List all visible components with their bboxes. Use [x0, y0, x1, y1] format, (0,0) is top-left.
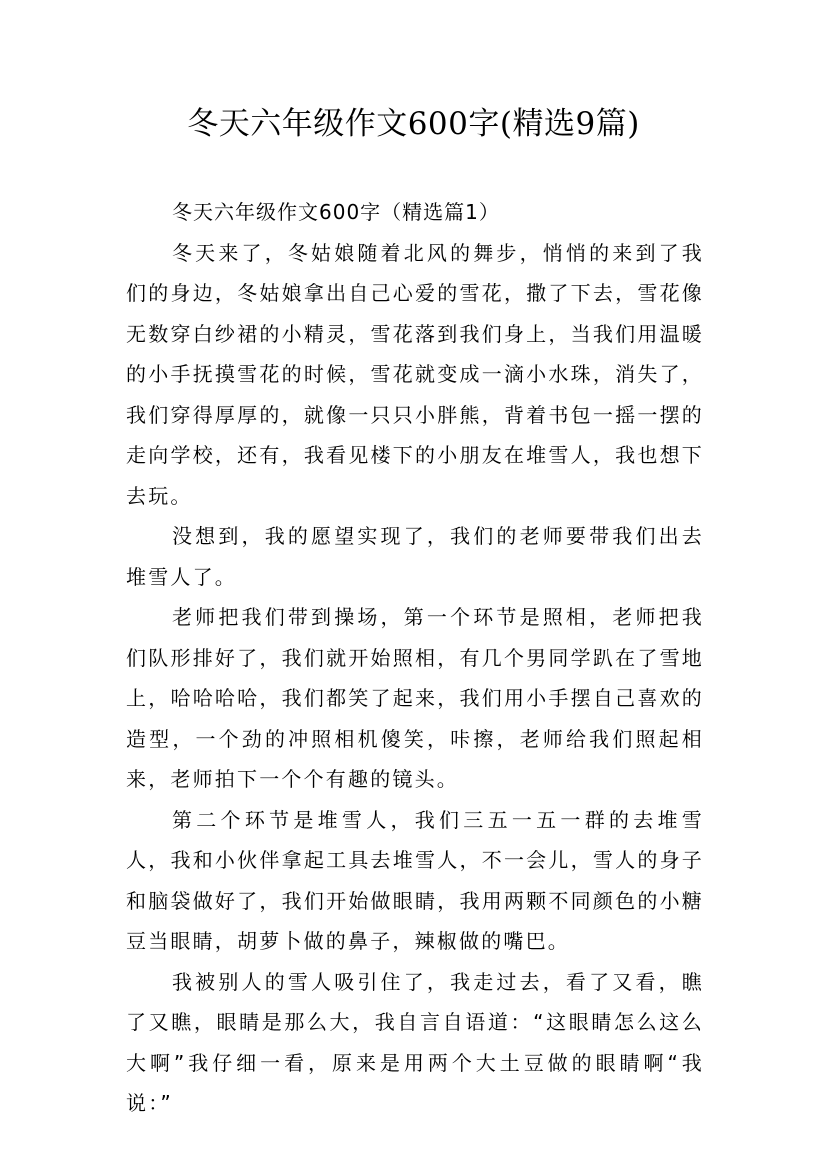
section-heading: 冬天六年级作文600字（精选篇1）: [172, 200, 500, 224]
paragraph: 冬天来了，冬姑娘随着北风的舞步，悄悄的来到了我们的身边，冬姑娘拿出自己心爱的雪花，撒了下去，雪花像无数穿白纱裙的小精灵，雪花落到我们身上，当我们用温暖的小手抚摸雪花的时候，雪花就变成一滴小水珠，消失了，我们穿得厚厚的，就像一只只小胖熊，背着书包一摇一摆的走向学校，还有，我看见楼下的小朋友在堆雪人，我也想下去玩。: [126, 240, 704, 508]
document-body: [126, 192, 704, 1124]
document-title: 冬天六年级作文600字(精选9篇): [187, 106, 640, 142]
paragraph: 我被别人的雪人吸引住了，我走过去，看了又看，瞧了又瞧，眼睛是那么大，我自言自语道：“这眼睛怎么这么大啊”我仔细一看，原来是用两个大土豆做的眼睛啊“我说：”: [126, 969, 704, 1115]
paragraph: 第二个环节是堆雪人，我们三五一五一群的去堆雪人，我和小伙伴拿起工具去堆雪人，不一会儿，雪人的身子和脑袋做好了，我们开始做眼睛，我用两颗不同颜色的小糖豆当眼睛，胡萝卜做的鼻子，辣椒做的嘴巴。: [126, 807, 704, 953]
paragraph: 老师把我们带到操场，第一个环节是照相，老师把我们队形排好了，我们就开始照相，有几个男同学趴在了雪地上，哈哈哈哈，我们都笑了起来，我们用小手摆自己喜欢的造型，一个劲的冲照相机傻笑，咔擦，老师给我们照起相来，老师拍下一个个有趣的镜头。: [126, 605, 704, 791]
paragraph: 没想到，我的愿望实现了，我们的老师要带我们出去堆雪人了。: [126, 524, 704, 589]
